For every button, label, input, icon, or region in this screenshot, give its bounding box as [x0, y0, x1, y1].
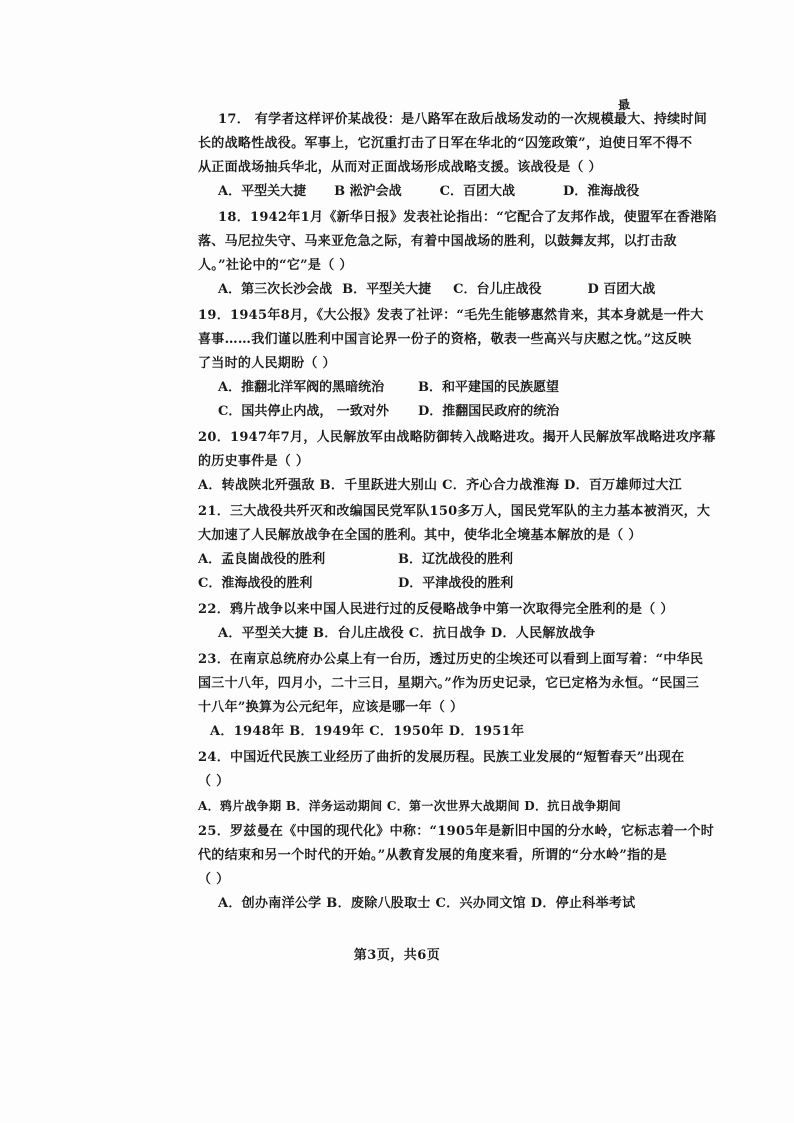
question-text-line: 落、马尼拉失守、马来亚危急之际，有着中国战场的胜利，以鼓舞友邦，以打击敌	[198, 234, 677, 249]
question-text-line: 人。”社论中的“它”是（ ）	[198, 258, 353, 273]
option-d[interactable]: D．平津战役的胜利	[398, 576, 514, 591]
question-20	[198, 426, 716, 498]
question-22	[198, 598, 674, 646]
question-text-line: （ ）	[198, 774, 230, 789]
option-c[interactable]: C．淮海战役的胜利	[198, 576, 313, 591]
question-text-line: 从正面战场抽兵华北，从而对正面战场形成战略支援。该战役是（ ）	[198, 160, 602, 175]
option-d[interactable]: D．推翻国民政府的统治	[418, 404, 560, 419]
question-text-line: 21．三大战役共歼灭和改编国民党军队150多万人，国民党军队的主力基本被消灭，大	[198, 504, 711, 519]
questions-area	[198, 108, 717, 918]
answer-options[interactable]: A．鸦片战争期 B．洋务运动期间 C．第一次世界大战期间 D．抗日战争期间	[198, 799, 622, 813]
option-a[interactable]: A．第三次长沙会战	[218, 282, 333, 297]
question-25	[198, 820, 715, 916]
answer-options	[198, 548, 638, 596]
option-b[interactable]: B．和平建国的民族愿望	[418, 380, 559, 395]
question-text-line: 20．1947年7月，人民解放军由战略防御转入战略进攻。揭开人民解放军战略进攻序幕	[198, 430, 716, 445]
question-text-line: 了当时的人民期盼（ ）	[198, 356, 336, 371]
answer-options[interactable]: A．平型关大捷 B．台儿庄战役 C．抗日战争 D．人民解放战争	[218, 626, 596, 641]
option-d[interactable]: D 百团大战	[587, 282, 656, 297]
answer-options[interactable]: A．创办南洋公学 B．废除八股取士 C．兴办同文馆 D．停止科举考试	[218, 896, 636, 911]
option-a[interactable]: A．孟良崮战役的胜利	[198, 552, 326, 567]
option-b[interactable]: B 淞沪会战	[334, 184, 402, 199]
question-24	[198, 746, 685, 818]
option-c[interactable]: C．百团大战	[439, 184, 515, 199]
option-d[interactable]: D．淮海战役	[562, 184, 640, 199]
question-17	[198, 108, 708, 204]
answer-options	[198, 180, 638, 204]
question-21	[198, 500, 711, 596]
option-c[interactable]: C．国共停止内战， 一致对外	[218, 404, 389, 419]
answer-options	[198, 376, 638, 424]
option-b[interactable]: B．辽沈战役的胜利	[398, 552, 513, 567]
option-c[interactable]: C．台儿庄战役	[453, 282, 542, 297]
answer-options	[198, 278, 656, 302]
question-18	[198, 206, 717, 302]
answer-options[interactable]: A．1948年 B．1949年 C．1950年 D．1951年	[210, 724, 525, 739]
question-text-line: 23．在南京总统府办公桌上有一台历，透过历史的尘埃还可以看到上面写着：“中华民	[198, 652, 704, 667]
question-text-line: 17． 有学者这样评价某战役：是八路军在敌后战场发动的一次规模最大、持续时间	[218, 112, 708, 127]
page-footer: 第3页，共6页	[353, 948, 441, 963]
question-text-line: 代的结束和另一个时代的开始。”从教育发展的角度来看，所谓的“分水岭”指的是	[198, 848, 668, 863]
question-text-line: 大加速了人民解放战争在全国的胜利。其中，使华北全境基本解放的是（ ）	[198, 528, 642, 543]
question-text-line: 喜事……我们谨以胜利中国言论界一份子的资格，敬表一些高兴与庆慰之忱。”这反映	[198, 332, 692, 347]
corner-mark: 最	[617, 97, 631, 113]
option-a[interactable]: A．平型关大捷	[218, 184, 307, 199]
option-b[interactable]: B．平型关大捷	[342, 282, 432, 297]
question-text-line: 19．1945年8月，《大公报》发表了社评：“毛先生能够惠然肯来，其本身就是一件大	[198, 308, 704, 323]
question-23	[198, 648, 704, 744]
answer-options[interactable]: A．转战陕北歼强敌 B．千里跃进大别山 C．齐心合力战淮海 D．百万雄师过大江	[198, 478, 682, 493]
question-text-line: 长的战略性战役。军事上，它沉重打击了日军在华北的“囚笼政策”，迫使日军不得不	[198, 136, 693, 151]
question-text-line: 的历史事件是（ ）	[198, 454, 310, 469]
question-19	[198, 304, 704, 424]
question-text-line: 18．1942年1月《新华日报》发表社论指出：“它配合了友邦作战，使盟军在香港陷	[218, 210, 717, 225]
question-text-line: 国三十八年，四月小，二十三日，星期六。”作为历史记录，它已定格为永恒。“民国三	[198, 676, 700, 691]
question-text-line: 22．鸦片战争以来中国人民进行过的反侵略战争中第一次取得完全胜利的是（ ）	[198, 602, 674, 617]
question-text-line: 十八年”换算为公元纪年，应该是哪一年（ ）	[198, 700, 464, 715]
question-text-line: 24．中国近代民族工业经历了曲折的发展历程。民族工业发展的“短暂春天”出现在	[198, 750, 685, 765]
question-text-line: （ ）	[198, 872, 230, 887]
question-text-line: 25．罗兹曼在《中国的现代化》中称：“1905年是新旧中国的分水岭，它标志着一个时	[198, 824, 715, 839]
option-a[interactable]: A．推翻北洋军阀的黑暗统治	[218, 380, 385, 395]
